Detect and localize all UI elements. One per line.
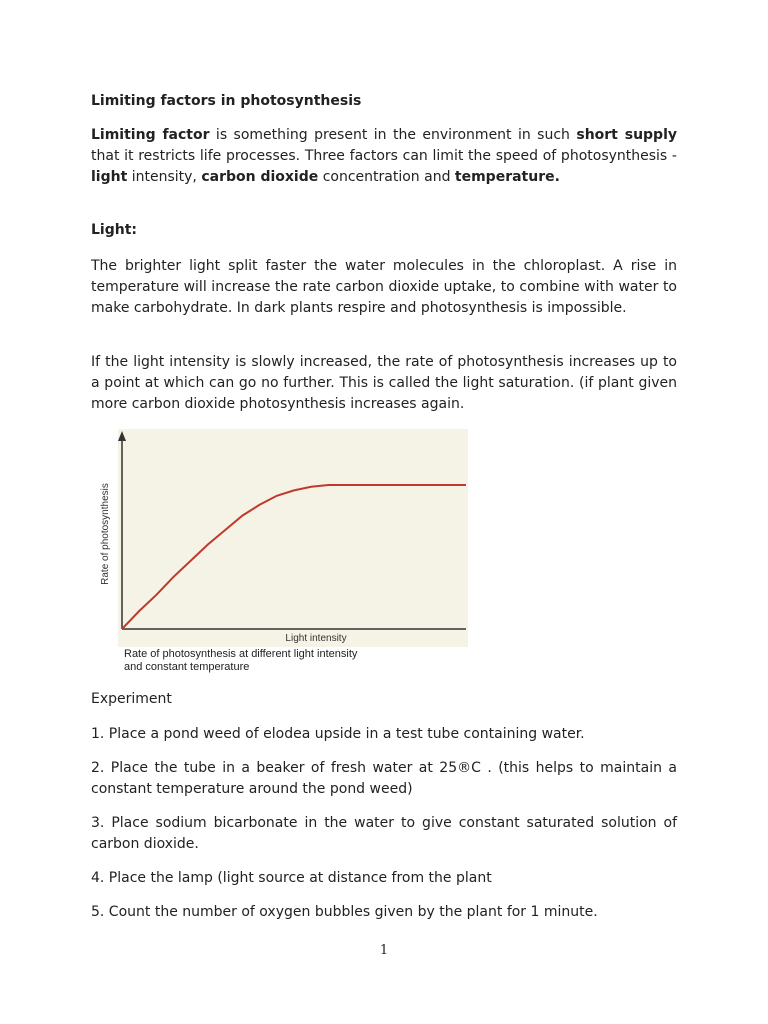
experiment-heading: Experiment <box>91 691 172 707</box>
term-temperature: temperature. <box>454 169 560 185</box>
experiment-step-3: 3. Place sodium bicarbonate in the water to give constant saturated solution of carbon dioxide. <box>91 815 677 852</box>
definition-text-4: concentration and <box>318 169 455 185</box>
document-title: Limiting factors in photosynthesis <box>91 93 362 109</box>
x-axis-label: Light intensity <box>285 633 347 644</box>
term-carbon-dioxide: carbon dioxide <box>201 169 319 185</box>
experiment-step-5: 5. Count the number of oxygen bubbles given by the plant for 1 minute. <box>91 904 598 920</box>
chart-background <box>118 429 468 647</box>
definition-text-2: that it restricts life processes. Three factors can limit the speed of photosynthesis - <box>91 148 677 164</box>
page-number: 1 <box>379 943 389 958</box>
photosynthesis-chart <box>90 429 468 675</box>
chart-caption-line-1: Rate of photosynthesis at different light intensity <box>124 648 358 660</box>
definition-paragraph <box>91 125 677 188</box>
definition-text-1: is something present in the environment in such <box>209 127 577 143</box>
chart-caption-line-2: and constant temperature <box>124 661 250 673</box>
experiment-step-1: 1. Place a pond weed of elodea upside in a test tube containing water. <box>91 726 585 742</box>
light-heading: Light: <box>91 222 137 238</box>
light-paragraph-1: The brighter light split faster the water molecules in the chloroplast. A rise in temperature will increase the rate carbon dioxide uptake, to combine with water to make carbohydrate. In dark plants respire and photosynthesis is impossible. <box>91 258 677 316</box>
y-axis-label: Rate of photosynthesis <box>100 483 111 585</box>
light-paragraph-2: If the light intensity is slowly increased, the rate of photosynthesis increases up to a point at which can go no further. This is called the light saturation. (if plant given more carbon dioxide photosynthesis increases again. <box>91 354 677 412</box>
term-limiting-factor: Limiting factor <box>91 127 210 143</box>
experiment-step-2: 2. Place the tube in a beaker of fresh water at 25®C . (this helps to maintain a constant temperature around the pond weed) <box>91 760 677 797</box>
definition-text-3: intensity, <box>127 169 202 185</box>
experiment-step-4: 4. Place the lamp (light source at distance from the plant <box>91 870 492 886</box>
term-short-supply: short supply <box>576 127 678 143</box>
term-light: light <box>91 169 128 185</box>
